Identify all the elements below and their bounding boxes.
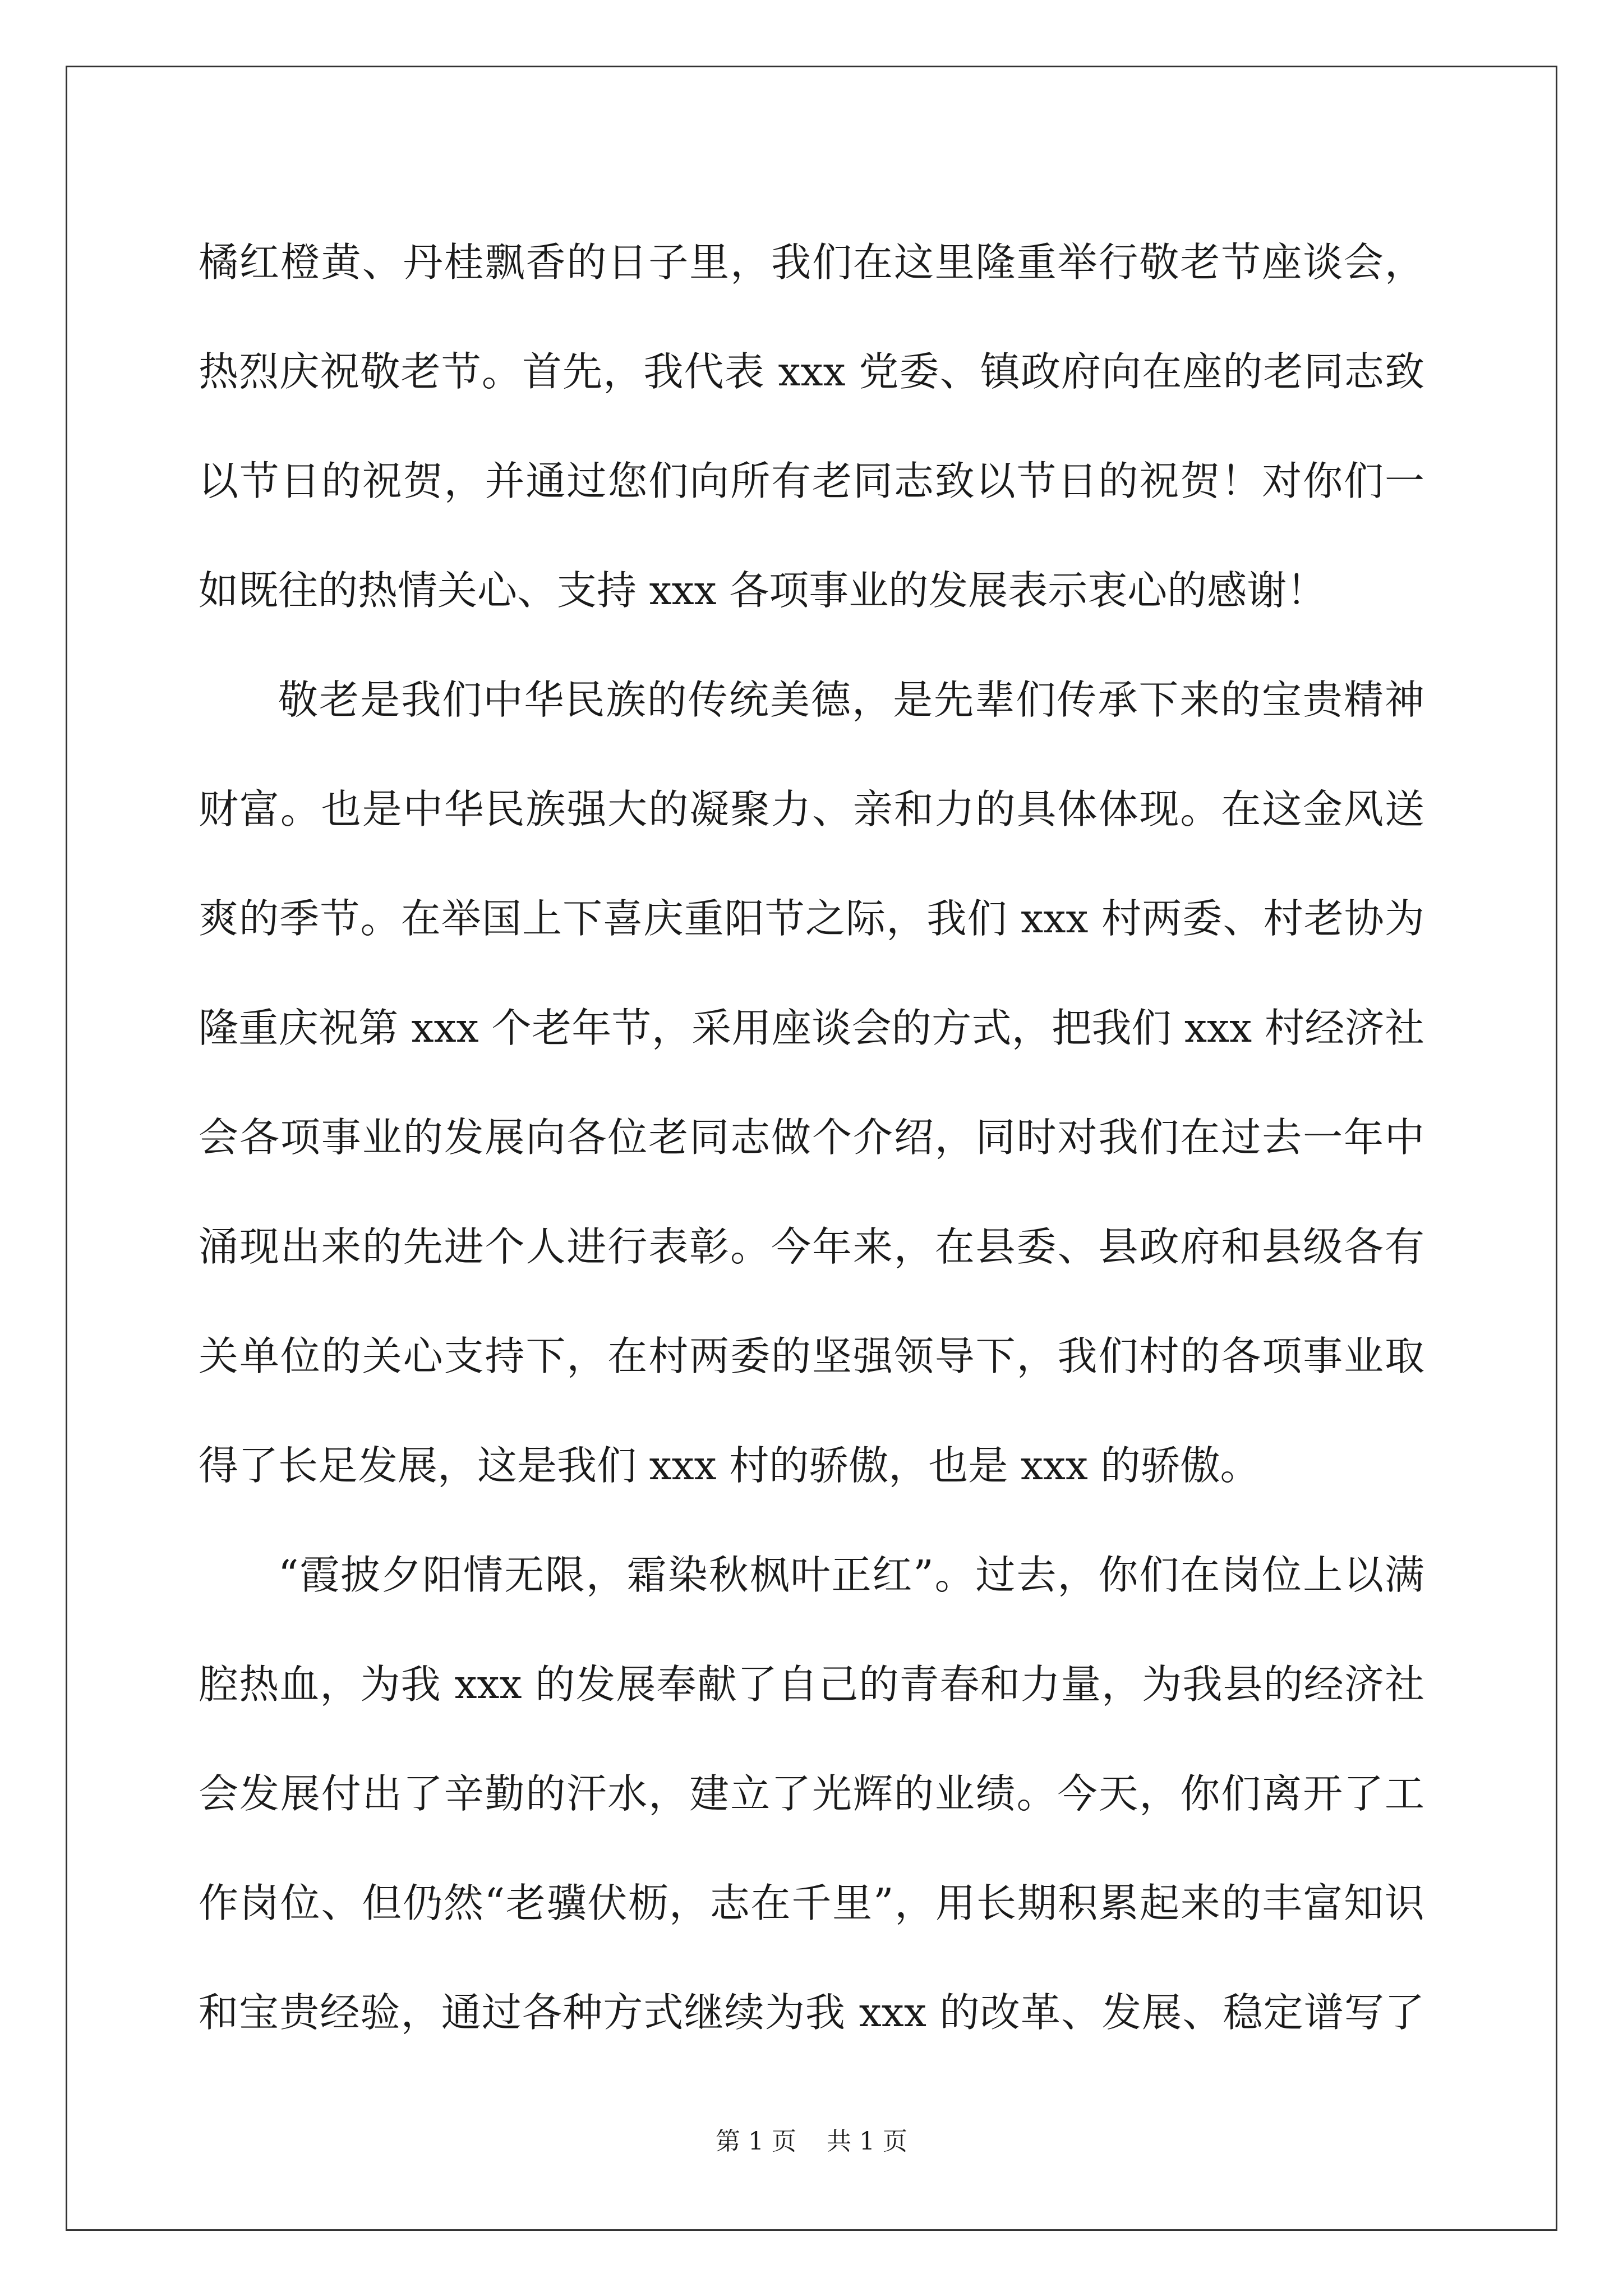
paragraph-1-line-4: 如既往的热情关心、支持 xxx 各项事业的发展表示衷心的感谢！ <box>199 567 1327 614</box>
paragraph-2-line-4: 隆重庆祝第 xxx 个老年节，采用座谈会的方式，把我们 xxx 村经济社 <box>199 1005 1424 1051</box>
paragraph-2-line-8: 得了长足发展，这是我们 xxx 村的骄傲，也是 xxx 的骄傲。 <box>199 1442 1260 1489</box>
document-body <box>199 208 1424 2067</box>
paragraph-3-line-3: 会发展付出了辛勤的汗水，建立了光辉的业绩。今天，你们离开了工 <box>199 1770 1424 1817</box>
paragraph-1-line-1: 橘红橙黄、丹桂飘香的日子里，我们在这里隆重举行敬老节座谈会， <box>199 239 1424 286</box>
paragraph-2-line-1: 敬老是我们中华民族的传统美德，是先辈们传承下来的宝贵精神 <box>278 677 1424 723</box>
paragraph-2-line-7: 关单位的关心支持下，在村两委的坚强领导下，我们村的各项事业取 <box>199 1333 1424 1379</box>
paragraph-1-line-3: 以节日的祝贺，并通过您们向所有老同志致以节日的祝贺！对你们一 <box>199 458 1424 504</box>
paragraph-2-line-6: 涌现出来的先进个人进行表彰。今年来，在县委、县政府和县级各有 <box>199 1223 1424 1270</box>
paragraph-3-line-1: “霞披夕阳情无限，霜染秋枫叶正红”。过去，你们在岗位上以满 <box>278 1552 1424 1598</box>
paragraph-3-line-2: 腔热血，为我 xxx 的发展奉献了自己的青春和力量，为我县的经济社 <box>199 1661 1424 1708</box>
paragraph-3-line-4: 作岗位、但仍然“老骥伏枥，志在千里”，用长期积累起来的丰富知识 <box>199 1880 1424 1926</box>
paragraph-2-line-5: 会各项事业的发展向各位老同志做个介绍，同时对我们在过去一年中 <box>199 1114 1424 1161</box>
total-pages: 共 1 页 <box>827 2127 907 2156</box>
paragraph-2-line-2: 财富。也是中华民族强大的凝聚力、亲和力的具体体现。在这金风送 <box>199 786 1424 832</box>
page-footer <box>0 2125 1623 2159</box>
paragraph-1-line-2: 热烈庆祝敬老节。首先，我代表 xxx 党委、镇政府向在座的老同志致 <box>199 348 1424 395</box>
page-number: 第 1 页 <box>716 2127 796 2156</box>
paragraph-2-line-3: 爽的季节。在举国上下喜庆重阳节之际，我们 xxx 村两委、村老协为 <box>199 895 1424 942</box>
paragraph-3-line-5: 和宝贵经验，通过各种方式继续为我 xxx 的改革、发展、稳定谱写了 <box>199 1989 1424 2036</box>
